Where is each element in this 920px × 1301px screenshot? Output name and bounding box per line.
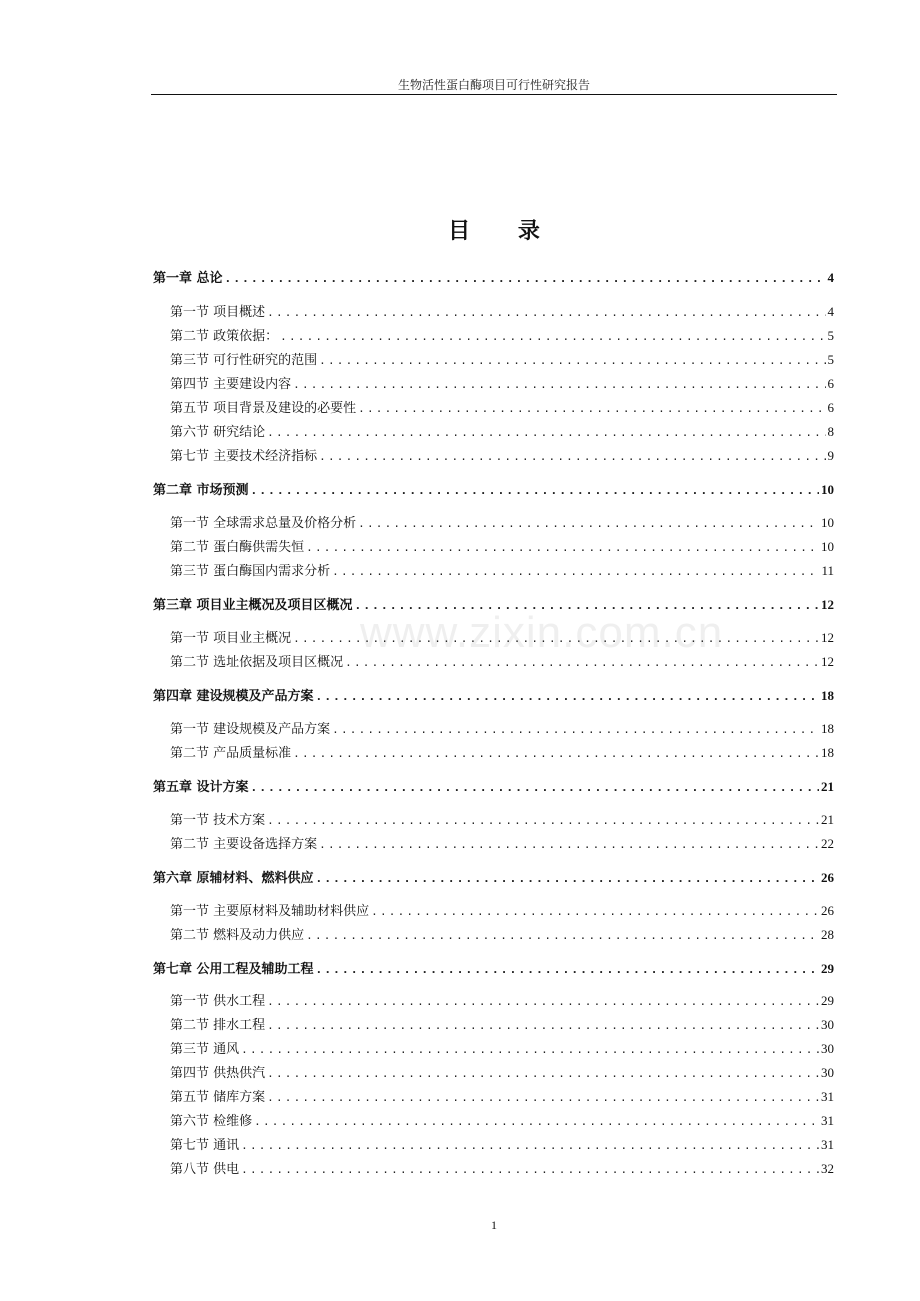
toc-leader-dots bbox=[358, 399, 825, 419]
toc-entry-page: 18 bbox=[821, 688, 834, 703]
toc-entry-label: 第五节 项目背景及建设的必要性 bbox=[170, 401, 357, 416]
toc-entry-page: 10 bbox=[821, 482, 834, 497]
toc-entry-label: 第七章 公用工程及辅助工程 bbox=[153, 962, 314, 977]
toc-entry-label: 第二节 蛋白酶供需失恒 bbox=[170, 540, 305, 555]
toc-entry-page: 5 bbox=[827, 352, 834, 367]
toc-entry-page: 11 bbox=[821, 563, 834, 578]
toc-entry-page: 12 bbox=[821, 597, 834, 612]
toc-entry-label: 第六节 检维修 bbox=[170, 1114, 253, 1129]
toc-leader-dots bbox=[293, 744, 819, 764]
toc-section-entry[interactable] bbox=[170, 1159, 834, 1179]
toc-leader-dots bbox=[316, 869, 819, 889]
running-header: 生物活性蛋白酶项目可行性研究报告 bbox=[397, 78, 590, 92]
toc-entry-page: 29 bbox=[821, 961, 834, 976]
toc-entry-label: 第一节 建设规模及产品方案 bbox=[170, 722, 331, 737]
toc-entry-label: 第五章 设计方案 bbox=[153, 780, 249, 795]
toc-entry-label: 第三节 通风 bbox=[170, 1042, 240, 1057]
toc-entry-page: 31 bbox=[821, 1089, 834, 1104]
watermark: www.zixin.com.cn bbox=[360, 608, 724, 657]
toc-entry-page: 32 bbox=[821, 1161, 834, 1176]
toc-entry-label: 第一节 供水工程 bbox=[170, 994, 266, 1009]
toc-section-entry[interactable] bbox=[170, 537, 834, 557]
toc-chapter-entry[interactable] bbox=[153, 480, 834, 500]
toc-entry-page: 9 bbox=[827, 448, 834, 463]
toc-entry-label: 第一章 总论 bbox=[153, 271, 223, 286]
toc-entry-page: 29 bbox=[821, 993, 834, 1008]
toc-leader-dots bbox=[316, 960, 819, 980]
toc-leader-dots bbox=[267, 423, 825, 443]
toc-entry-page: 10 bbox=[821, 515, 834, 530]
toc-section-entry[interactable] bbox=[170, 901, 834, 921]
toc-chapter-entry[interactable] bbox=[153, 595, 834, 615]
toc-entry-label: 第七节 通讯 bbox=[170, 1138, 240, 1153]
toc-entry-label: 第一节 全球需求总量及价格分析 bbox=[170, 516, 357, 531]
toc-entry-label: 第五节 储库方案 bbox=[170, 1090, 266, 1105]
toc-entry-page: 6 bbox=[827, 376, 834, 391]
toc-leader-dots bbox=[316, 687, 819, 707]
toc-leader-dots bbox=[254, 1112, 819, 1132]
toc-section-entry[interactable] bbox=[170, 810, 834, 830]
toc-entry-label: 第三节 可行性研究的范围 bbox=[170, 353, 318, 368]
toc-entry-label: 第二节 排水工程 bbox=[170, 1018, 266, 1033]
toc-leader-dots bbox=[267, 303, 825, 323]
toc-entry-label: 第四节 供热供汽 bbox=[170, 1066, 266, 1081]
toc-section-entry[interactable] bbox=[170, 1135, 834, 1155]
toc-entry-label: 第二章 市场预测 bbox=[153, 483, 249, 498]
toc-leader-dots bbox=[293, 629, 819, 649]
toc-section-entry[interactable] bbox=[170, 446, 834, 466]
toc-entry-page: 31 bbox=[821, 1137, 834, 1152]
toc-entry-page: 30 bbox=[821, 1065, 834, 1080]
page-number: 1 bbox=[491, 1218, 497, 1232]
toc-entry-page: 22 bbox=[821, 836, 834, 851]
toc-section-entry[interactable] bbox=[170, 350, 834, 370]
toc-section-entry[interactable] bbox=[170, 422, 834, 442]
toc-leader-dots bbox=[358, 514, 819, 534]
toc-section-entry[interactable] bbox=[170, 991, 834, 1011]
toc-leader-dots bbox=[267, 1064, 819, 1084]
toc-entry-page: 4 bbox=[827, 270, 834, 285]
toc-section-entry[interactable] bbox=[170, 398, 834, 418]
toc-entry-label: 第三节 蛋白酶国内需求分析 bbox=[170, 564, 331, 579]
toc-leader-dots bbox=[241, 1160, 819, 1180]
toc-entry-label: 第一节 技术方案 bbox=[170, 813, 266, 828]
toc-leader-dots bbox=[267, 1016, 819, 1036]
toc-leader-dots bbox=[371, 902, 819, 922]
toc-leader-dots bbox=[225, 269, 826, 289]
toc-title: 目 录 bbox=[448, 218, 560, 244]
toc-entry-label: 第八节 供电 bbox=[170, 1162, 240, 1177]
toc-chapter-entry[interactable] bbox=[153, 777, 834, 797]
toc-chapter-entry[interactable] bbox=[153, 686, 834, 706]
toc-entry-page: 30 bbox=[821, 1017, 834, 1032]
toc-section-entry[interactable] bbox=[170, 374, 834, 394]
toc-entry-label: 第二节 燃料及动力供应 bbox=[170, 928, 305, 943]
toc-leader-dots bbox=[306, 538, 819, 558]
toc-entry-page: 8 bbox=[827, 424, 834, 439]
toc-section-entry[interactable] bbox=[170, 652, 834, 672]
toc-entry-page: 5 bbox=[827, 328, 834, 343]
toc-section-entry[interactable] bbox=[170, 1039, 834, 1059]
toc-section-entry[interactable] bbox=[170, 1063, 834, 1083]
toc-entry-page: 6 bbox=[827, 400, 834, 415]
toc-leader-dots bbox=[355, 596, 819, 616]
toc-leader-dots bbox=[241, 1136, 819, 1156]
toc-leader-dots bbox=[306, 926, 819, 946]
toc-leader-dots bbox=[267, 1088, 819, 1108]
toc-section-entry[interactable] bbox=[170, 743, 834, 763]
toc-entry-label: 第六节 研究结论 bbox=[170, 425, 266, 440]
toc-chapter-entry[interactable] bbox=[153, 959, 834, 979]
toc-leader-dots bbox=[293, 375, 825, 395]
toc-entry-label: 第二节 政策依据： bbox=[170, 329, 279, 344]
toc-leader-dots bbox=[267, 992, 819, 1012]
toc-leader-dots bbox=[251, 778, 819, 798]
toc-entry-page: 10 bbox=[821, 539, 834, 554]
toc-entry-label: 第四节 主要建设内容 bbox=[170, 377, 292, 392]
toc-section-entry[interactable] bbox=[170, 513, 834, 533]
toc-entry-page: 12 bbox=[821, 630, 834, 645]
toc-chapter-entry[interactable] bbox=[153, 268, 834, 288]
toc-section-entry[interactable] bbox=[170, 302, 834, 322]
toc-leader-dots bbox=[280, 327, 825, 347]
toc-entry-label: 第二节 产品质量标准 bbox=[170, 746, 292, 761]
toc-section-entry[interactable] bbox=[170, 925, 834, 945]
toc-entry-label: 第四章 建设规模及产品方案 bbox=[153, 689, 314, 704]
toc-entry-label: 第六章 原辅材料、燃料供应 bbox=[153, 871, 314, 886]
toc-entry-page: 4 bbox=[827, 304, 834, 319]
toc-entry-label: 第一节 主要原材料及辅助材料供应 bbox=[170, 904, 370, 919]
toc-entry-page: 26 bbox=[821, 870, 834, 885]
toc-entry-page: 21 bbox=[821, 779, 834, 794]
toc-section-entry[interactable] bbox=[170, 326, 834, 346]
toc-section-entry[interactable] bbox=[170, 1111, 834, 1131]
toc-section-entry[interactable] bbox=[170, 628, 834, 648]
toc-entry-label: 第二节 主要设备选择方案 bbox=[170, 837, 318, 852]
toc-section-entry[interactable] bbox=[170, 1015, 834, 1035]
toc-entry-page: 26 bbox=[821, 903, 834, 918]
toc-leader-dots bbox=[319, 351, 825, 371]
toc-leader-dots bbox=[251, 481, 819, 501]
toc-entry-label: 第一节 项目业主概况 bbox=[170, 631, 292, 646]
toc-entry-label: 第一节 项目概述 bbox=[170, 305, 266, 320]
toc-section-entry[interactable] bbox=[170, 719, 834, 739]
toc-entry-page: 21 bbox=[821, 812, 834, 827]
toc-entry-page: 28 bbox=[821, 927, 834, 942]
toc-section-entry[interactable] bbox=[170, 834, 834, 854]
toc-entry-label: 第二节 选址依据及项目区概况 bbox=[170, 655, 344, 670]
toc-leader-dots bbox=[241, 1040, 819, 1060]
toc-section-entry[interactable] bbox=[170, 561, 834, 581]
toc-entry-page: 18 bbox=[821, 745, 834, 760]
toc-leader-dots bbox=[345, 653, 819, 673]
toc-leader-dots bbox=[319, 835, 819, 855]
toc-leader-dots bbox=[332, 562, 819, 582]
toc-entry-page: 12 bbox=[821, 654, 834, 669]
toc-entry-page: 30 bbox=[821, 1041, 834, 1056]
toc-leader-dots bbox=[267, 811, 819, 831]
toc-section-entry[interactable] bbox=[170, 1087, 834, 1107]
toc-entry-label: 第三章 项目业主概况及项目区概况 bbox=[153, 598, 353, 613]
toc-leader-dots bbox=[332, 720, 819, 740]
toc-entry-label: 第七节 主要技术经济指标 bbox=[170, 449, 318, 464]
toc-entry-page: 31 bbox=[821, 1113, 834, 1128]
toc-leader-dots bbox=[319, 447, 825, 467]
toc-entry-page: 18 bbox=[821, 721, 834, 736]
toc-chapter-entry[interactable] bbox=[153, 868, 834, 888]
